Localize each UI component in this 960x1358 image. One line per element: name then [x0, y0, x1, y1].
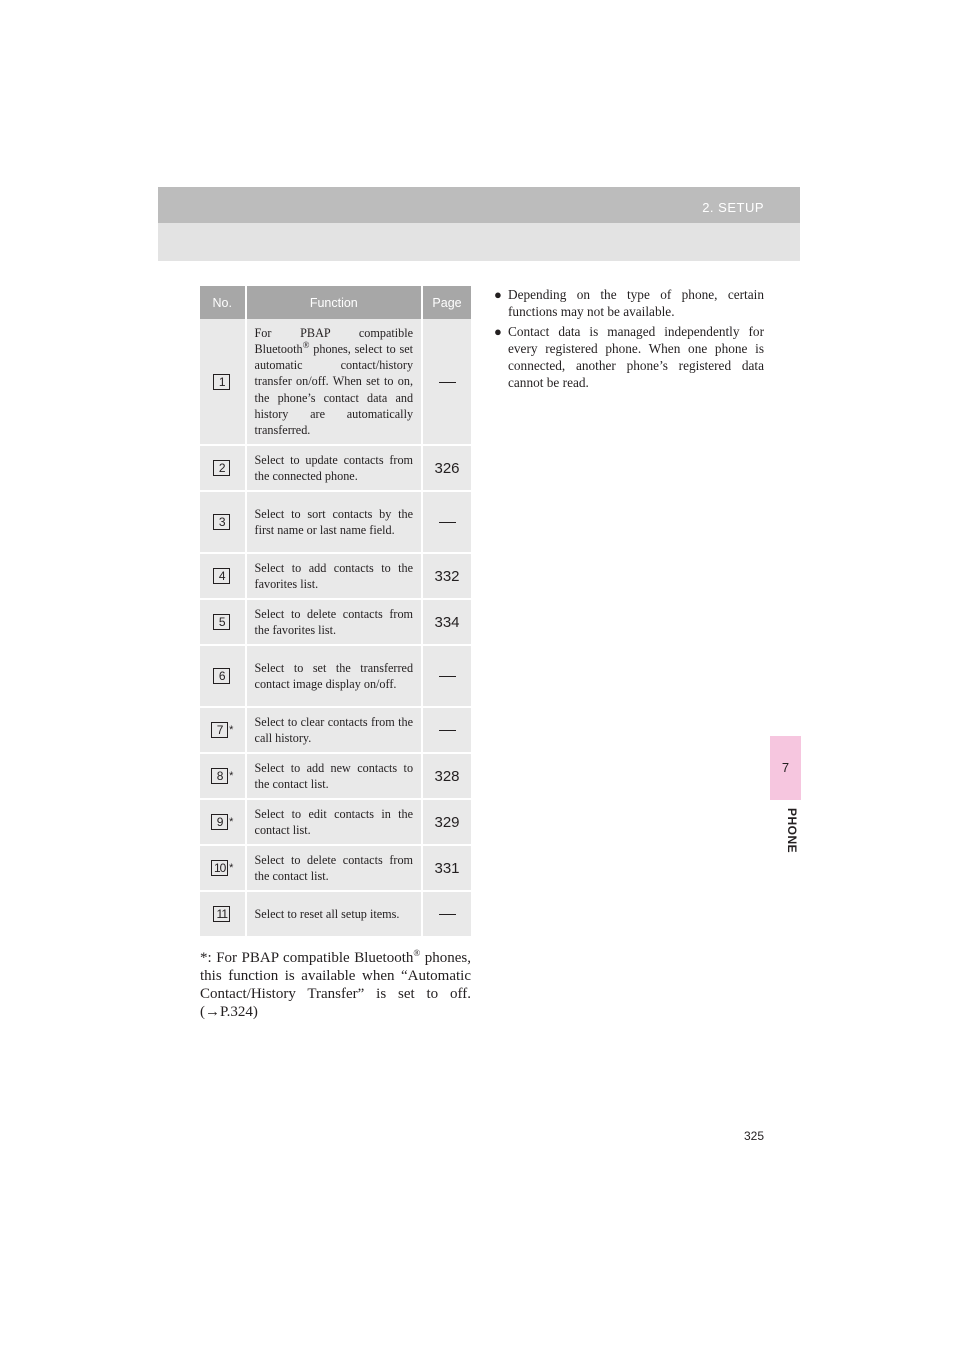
- asterisk-mark: *: [229, 724, 234, 737]
- dash-icon: [439, 522, 456, 523]
- function-cell: [246, 753, 423, 799]
- table-row: [200, 445, 471, 491]
- row-number-cell: [200, 553, 246, 599]
- item-number-badge: 9: [211, 814, 228, 830]
- item-number-badge: 10: [211, 860, 228, 876]
- function-cell: [246, 645, 423, 707]
- page-reference: 331: [434, 859, 460, 877]
- page-cell: [422, 491, 471, 553]
- table-row: [200, 599, 471, 645]
- column-header-no: No.: [200, 286, 246, 319]
- function-text: Select to update contacts from the connected phone.: [254, 452, 414, 483]
- item-number-badge: 7: [211, 722, 228, 738]
- page-reference: 329: [434, 813, 460, 831]
- row-number-cell: [200, 753, 246, 799]
- table-row: [200, 645, 471, 707]
- note-text: Depending on the type of phone, certain functions may not be available.: [508, 287, 764, 319]
- dash-icon: [439, 676, 456, 677]
- row-number-cell: [200, 845, 246, 891]
- item-number-badge: 8: [211, 768, 228, 784]
- page-reference: 326: [434, 459, 460, 477]
- function-text: Select to add new contacts to the contact list.: [254, 760, 414, 791]
- page-cell: [422, 445, 471, 491]
- page-cell: [422, 645, 471, 707]
- footnote-suffix: phones, this function is available when “Automatic Contact/History Transfer” is set to off. (: [200, 950, 472, 1020]
- column-header-page: Page: [422, 286, 471, 319]
- chapter-name: PHONE: [785, 808, 799, 854]
- note-item: [494, 286, 764, 320]
- table-row: [200, 707, 471, 753]
- function-text: Select to add contacts to the favorites list.: [254, 560, 414, 591]
- page-reference: 334: [434, 613, 460, 631]
- function-text: For PBAP compatible Bluetooth: [254, 325, 414, 356]
- page-cell: [422, 799, 471, 845]
- function-cell: [246, 799, 423, 845]
- function-text: Select to clear contacts from the call history.: [254, 714, 414, 745]
- section-title: 2. SETUP: [702, 200, 764, 215]
- page-reference: 328: [434, 767, 460, 785]
- function-cell: [246, 599, 423, 645]
- arrow-icon: →: [205, 1004, 220, 1020]
- bullet-icon: ●: [494, 324, 502, 339]
- table-row: [200, 891, 471, 937]
- page-cell: [422, 553, 471, 599]
- registered-mark: ®: [413, 948, 421, 958]
- item-number-badge: 5: [213, 614, 230, 630]
- asterisk-mark: *: [229, 770, 234, 783]
- item-number-badge: 11: [213, 906, 230, 922]
- item-number-badge: 2: [213, 460, 230, 476]
- header-subbar: [158, 223, 800, 261]
- item-number-badge: 1: [213, 374, 230, 390]
- row-number-cell: [200, 645, 246, 707]
- page-cell: [422, 845, 471, 891]
- page-cell: [422, 319, 471, 445]
- function-text: Select to edit contacts in the contact list.: [254, 806, 414, 837]
- function-text: Select to sort contacts by the first name or last name field.: [254, 506, 414, 537]
- function-text: Select to delete contacts from the contact list.: [254, 852, 414, 883]
- function-cell: [246, 707, 423, 753]
- function-cell: [246, 891, 423, 937]
- item-number-badge: 6: [213, 668, 230, 684]
- function-text-continued: phones, select to set automatic contact/history transfer on/off. When set to on, the phone’s contact data and history are automatically transferred.: [254, 341, 414, 437]
- page-cell: [422, 599, 471, 645]
- table-header-row: [200, 286, 471, 319]
- row-number-cell: [200, 491, 246, 553]
- row-number-cell: [200, 707, 246, 753]
- function-text: Select to set the transferred contact image display on/off.: [254, 660, 414, 691]
- registered-mark: ®: [302, 339, 310, 350]
- asterisk-mark: *: [229, 816, 234, 829]
- table-row: [200, 319, 471, 445]
- table-row: [200, 553, 471, 599]
- page-reference: 332: [434, 567, 460, 585]
- footnote-page-ref: P.324): [220, 1004, 258, 1020]
- chapter-tab: [770, 736, 801, 800]
- row-number-cell: [200, 891, 246, 937]
- table-row: [200, 491, 471, 553]
- column-header-function: Function: [246, 286, 423, 319]
- chapter-number: 7: [781, 760, 790, 775]
- notes-list: [494, 286, 764, 394]
- dash-icon: [439, 382, 456, 383]
- dash-icon: [439, 730, 456, 731]
- item-number-badge: 4: [213, 568, 230, 584]
- item-number-badge: 3: [213, 514, 230, 530]
- page-cell: [422, 753, 471, 799]
- footnote-prefix: *: For PBAP compatible Bluetooth: [200, 950, 414, 966]
- table-row: [200, 799, 471, 845]
- function-cell: [246, 553, 423, 599]
- asterisk-mark: *: [229, 862, 234, 875]
- page-number: 325: [743, 1129, 764, 1143]
- header-bar: [158, 187, 800, 223]
- row-number-cell: [200, 599, 246, 645]
- page-cell: [422, 891, 471, 937]
- function-cell: [246, 845, 423, 891]
- function-text: Select to reset all setup items.: [254, 906, 400, 921]
- note-text: Contact data is managed independently for every registered phone. When one phone is connected, another phone’s registered data cannot be read.: [508, 324, 764, 390]
- function-text: Select to delete contacts from the favorites list.: [254, 606, 414, 637]
- footnote: [200, 949, 471, 1021]
- function-cell: [246, 491, 423, 553]
- table-row: [200, 753, 471, 799]
- row-number-cell: [200, 799, 246, 845]
- page-cell: [422, 707, 471, 753]
- bullet-icon: ●: [494, 287, 502, 302]
- row-number-cell: [200, 445, 246, 491]
- note-item: [494, 323, 764, 391]
- table-row: [200, 845, 471, 891]
- dash-icon: [439, 914, 456, 915]
- function-table: [200, 286, 471, 938]
- row-number-cell: [200, 319, 246, 445]
- function-cell: [246, 319, 423, 445]
- function-cell: [246, 445, 423, 491]
